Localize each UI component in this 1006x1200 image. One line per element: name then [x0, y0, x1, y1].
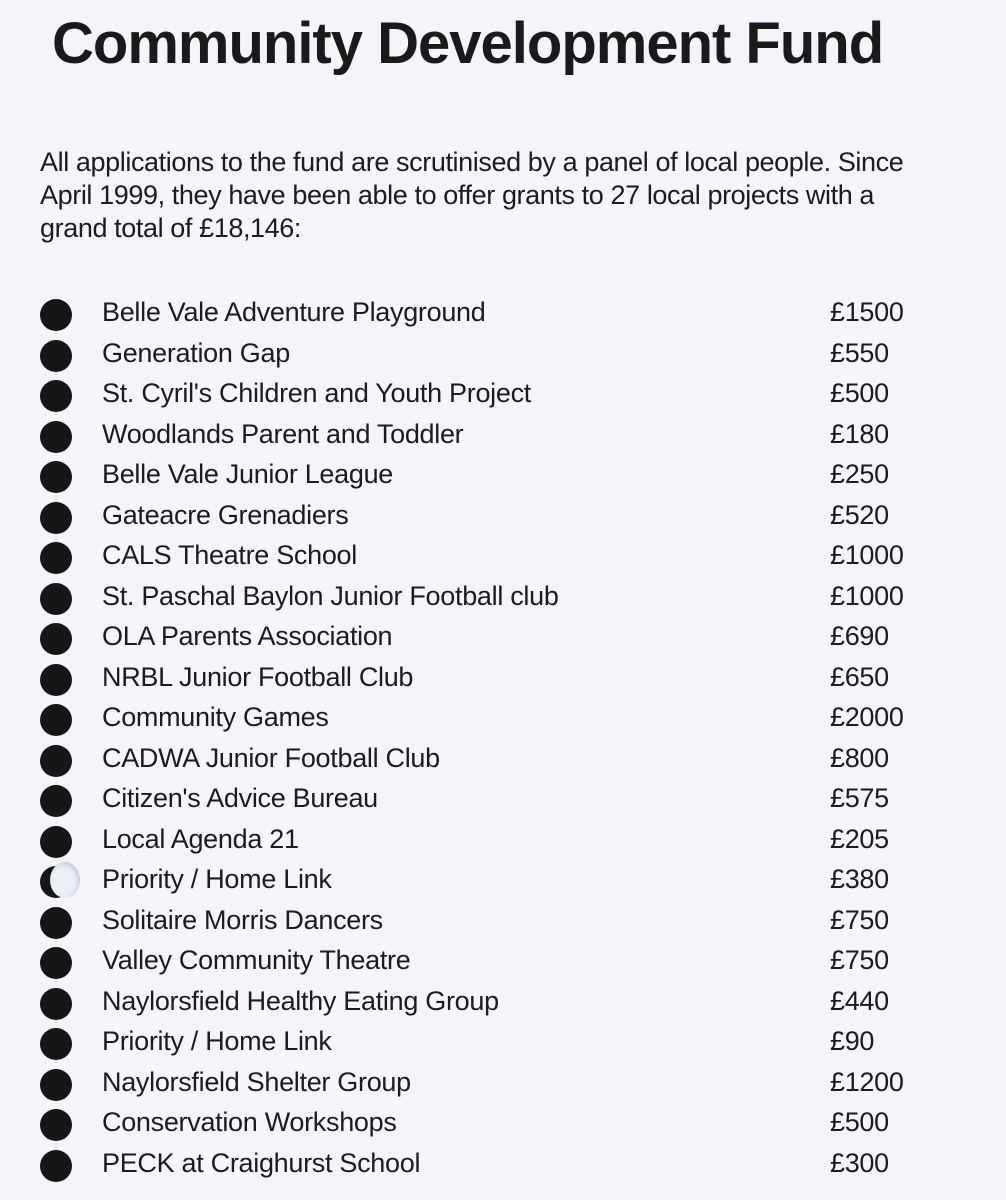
list-item: [0, 292, 1006, 333]
list-item: [0, 333, 1006, 374]
list-item: [0, 819, 1006, 860]
page-title: Community Development Fund: [52, 11, 884, 76]
list-item: [0, 940, 1006, 981]
bullet-icon: [40, 461, 72, 493]
project-name: Belle Vale Junior League: [102, 459, 394, 489]
bullet-icon: [40, 745, 72, 777]
list-item: [0, 414, 1006, 455]
bullet-icon: [40, 947, 72, 979]
project-name: Community Games: [102, 702, 329, 732]
grant-amount: £750: [830, 904, 889, 935]
bullet-icon: [40, 623, 72, 655]
project-name: OLA Parents Association: [102, 621, 393, 651]
project-name: PECK at Craighurst School: [102, 1147, 421, 1178]
project-name: Solitaire Morris Dancers: [102, 904, 383, 935]
bullet-icon: [40, 1028, 72, 1060]
project-name: Belle Vale Adventure Playground: [102, 297, 486, 327]
grant-amount: £1000: [830, 540, 904, 570]
bullet-icon: [40, 785, 72, 817]
grant-amount: £650: [830, 661, 889, 692]
list-item: [0, 576, 1006, 617]
grant-amount: £1500: [830, 297, 904, 327]
project-name: Valley Community Theatre: [102, 945, 411, 975]
project-name: CALS Theatre School: [102, 540, 357, 570]
bullet-icon: [40, 988, 72, 1020]
grant-amount: £1000: [830, 580, 904, 611]
grant-amount: £690: [830, 621, 889, 651]
list-item: [0, 900, 1006, 941]
project-name: NRBL Junior Football Club: [102, 661, 414, 692]
bullet-icon: [40, 1109, 72, 1141]
list-item: [0, 1021, 1006, 1062]
bullet-icon: [40, 421, 72, 453]
project-name: Conservation Workshops: [102, 1107, 397, 1137]
grant-amount: £300: [830, 1147, 889, 1178]
bullet-icon: [40, 826, 72, 858]
project-name: St. Cyril's Children and Youth Project: [102, 378, 531, 408]
list-item: [0, 535, 1006, 576]
grant-amount: £380: [830, 864, 889, 894]
bullet-icon: [40, 866, 72, 898]
bullet-icon: [40, 542, 72, 574]
bullet-icon: [40, 299, 72, 331]
project-name: Priority / Home Link: [102, 1026, 332, 1056]
bullet-icon: [40, 664, 72, 696]
intro-paragraph: [40, 146, 1000, 245]
grant-amount: £180: [830, 418, 889, 449]
list-item: [0, 657, 1006, 698]
list-item: [0, 697, 1006, 738]
list-item: [0, 859, 1006, 900]
grant-amount: £440: [830, 985, 889, 1016]
grant-amount: £575: [830, 783, 889, 813]
grant-amount: £500: [830, 1107, 889, 1137]
project-name: Woodlands Parent and Toddler: [102, 418, 464, 449]
grant-amount: £750: [830, 945, 889, 975]
project-name: CADWA Junior Football Club: [102, 742, 440, 773]
grant-amount: £520: [830, 499, 889, 530]
intro-line: All applications to the fund are scrutinised by a panel of local people. Since: [40, 147, 904, 177]
project-name: Priority / Home Link: [102, 864, 332, 894]
grant-amount: £250: [830, 459, 889, 489]
list-item: [0, 1143, 1006, 1184]
project-name: St. Paschal Baylon Junior Football club: [102, 580, 559, 611]
bullet-icon: [40, 1069, 72, 1101]
bullet-icon: [40, 583, 72, 615]
project-name: Gateacre Grenadiers: [102, 499, 349, 530]
grant-amount: £550: [830, 337, 889, 368]
list-item: [0, 495, 1006, 536]
list-item: [0, 1102, 1006, 1143]
project-name: Naylorsfield Healthy Eating Group: [102, 985, 499, 1016]
project-name: Naylorsfield Shelter Group: [102, 1066, 411, 1097]
list-item: [0, 373, 1006, 414]
bullet-icon: [40, 907, 72, 939]
grant-amount: £90: [830, 1026, 875, 1056]
bullet-icon: [40, 340, 72, 372]
grant-amount: £500: [830, 378, 889, 408]
intro-line: grand total of £18,146:: [40, 213, 302, 243]
list-item: [0, 981, 1006, 1022]
bullet-icon: [40, 1150, 72, 1182]
grants-list: [0, 292, 1006, 1183]
grant-amount: £1200: [830, 1066, 904, 1097]
project-name: Generation Gap: [102, 337, 290, 368]
bullet-icon: [40, 704, 72, 736]
project-name: Citizen's Advice Bureau: [102, 783, 378, 813]
grant-amount: £800: [830, 742, 889, 773]
list-item: [0, 1062, 1006, 1103]
grant-amount: £2000: [830, 702, 904, 732]
list-item: [0, 454, 1006, 495]
project-name: Local Agenda 21: [102, 823, 299, 854]
intro-line: April 1999, they have been able to offer grants to 27 local projects with a: [40, 180, 875, 210]
list-item: [0, 616, 1006, 657]
bullet-icon: [40, 380, 72, 412]
list-item: [0, 778, 1006, 819]
grant-amount: £205: [830, 823, 889, 854]
list-item: [0, 738, 1006, 779]
bullet-icon: [40, 502, 72, 534]
